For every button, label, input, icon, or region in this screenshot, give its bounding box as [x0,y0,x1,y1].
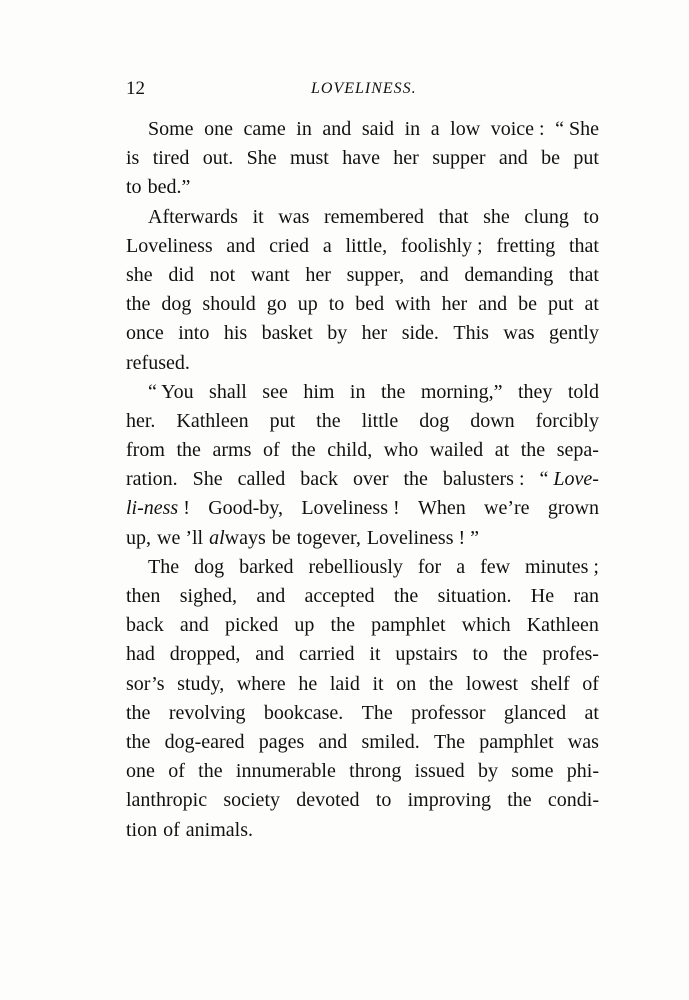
word: When [417,497,466,520]
word: her [393,147,419,170]
word: the [198,760,223,783]
word: the [393,585,419,607]
word: Kathleen [526,614,599,637]
running-head [126,78,598,106]
word: always [209,526,266,549]
text-line [126,290,599,319]
word: over [352,468,389,491]
word: Kathleen [176,409,249,432]
word: be [518,293,537,316]
text-line [126,728,599,757]
word: go [266,293,287,316]
word: sor’s [126,672,165,695]
text-line [126,436,599,465]
word: the [380,380,406,403]
word: see [262,380,288,403]
word: back [300,468,339,491]
text-line [126,494,599,523]
word: that [568,263,599,286]
word: once [126,322,164,345]
word: her [361,322,388,345]
word: accepted [304,585,375,607]
page-number: 12 [126,78,145,99]
word: Afterwards [148,205,238,228]
word: tion [126,818,158,841]
word: balusters : [442,468,525,491]
text-line [126,173,599,202]
word: must [289,147,329,170]
word: up [297,293,318,316]
word: pamphlet [479,730,554,753]
word: improving [407,789,491,812]
word: Some [148,118,194,140]
word: condi- [547,789,599,812]
text-line [126,786,599,815]
word: glanced [503,701,567,724]
word: where [236,672,286,695]
word: morning,” [420,380,503,403]
word: lowest [465,672,519,695]
word: the [291,439,316,462]
text-line [126,115,599,144]
word: ran [573,585,599,607]
word: foolishly ; [400,234,483,257]
word: the [507,789,532,812]
word: was [278,205,310,228]
text-line [126,349,599,378]
word: dropped, [169,643,241,666]
word: lanthropic [126,789,208,812]
word: smiled. [361,730,420,753]
word: little, [345,234,388,257]
word: side. [401,322,439,345]
word: ration. [126,468,178,491]
word: into [178,322,210,345]
word: bookcase. [263,701,344,724]
word: and [256,585,286,607]
word: at [584,293,599,316]
word: picked [224,614,279,637]
word: which [461,614,511,637]
word: togever, [296,526,361,549]
word: shelf [530,672,570,695]
word: refused. [126,351,190,374]
word: This [453,322,489,345]
word: by [477,760,498,783]
word: and [498,147,528,170]
text-line [126,407,599,436]
word: society [223,789,280,812]
word: and [226,234,256,257]
word: profes- [542,643,599,666]
word: few [480,555,511,578]
word: back [126,614,164,637]
word: pamphlet [371,614,446,637]
word: the [176,439,201,462]
word: by [327,322,348,345]
text-line [126,232,599,261]
word: came [243,118,286,140]
word: to [328,293,345,316]
word: animals. [185,818,254,841]
word: it [369,643,381,666]
word: and [322,118,352,140]
word: a [456,555,466,578]
text-line [126,203,599,232]
text-line [126,816,599,845]
word: him [303,380,335,403]
word: at [494,439,510,462]
word: voice : [490,118,545,140]
word: “ You [148,380,194,403]
text-line [126,553,599,582]
word: we’re [484,497,530,520]
word: The [148,555,180,578]
word: of [163,818,180,841]
text-line [126,699,599,728]
word: in [404,118,421,140]
word: up [294,614,315,637]
word: it [252,205,264,228]
word: dog-eared [164,730,245,753]
word: forcibly [535,409,599,432]
text-line [126,611,599,640]
word: one [126,760,155,783]
word: She [246,147,277,170]
word: she [126,263,153,286]
word: dog [161,293,192,316]
word: and [179,614,209,637]
word: grown [547,497,599,520]
word: out. [202,147,234,170]
word: bed.” [147,176,191,199]
text-line [126,261,599,290]
word: that [438,205,469,228]
word: shall [209,380,247,403]
word: be [541,147,560,170]
word: wailed [429,439,484,462]
word: one [204,118,233,140]
word: for [417,555,442,578]
word: fretting [496,234,556,257]
word: child, [327,439,373,462]
word: little [361,409,399,432]
word: is [126,147,140,170]
word: the [126,293,151,316]
word: a [430,118,440,140]
word: tired [152,147,190,170]
word: in [349,380,366,403]
word: the [316,409,341,432]
word: li-ness ! [126,497,190,520]
running-title: LOVELINESS. [311,80,417,97]
word: minutes ; [525,555,599,578]
word: The [361,701,393,724]
word: put [269,409,296,432]
word: a [322,234,332,257]
word: revolving [168,701,246,724]
word: the [520,439,546,462]
text-line [126,582,599,611]
word: we ’ll [157,526,204,549]
word: innumerable [235,760,336,783]
word: the [330,614,355,637]
word: arms [212,439,252,462]
word: told [567,380,599,403]
word: laid [329,672,360,695]
word: on [396,672,417,695]
word: who [383,439,419,462]
word: and [478,293,508,316]
word: the [126,701,151,724]
word: sighed, [179,585,237,607]
word: called [237,468,286,491]
word: supper [432,147,486,170]
word: and [318,730,348,753]
word: down [470,409,515,432]
word: her. [126,409,156,432]
word: she [483,205,510,228]
word: clung [524,205,569,228]
word: want [250,263,290,286]
word: in [296,118,312,140]
word: the [403,468,428,491]
word: to [472,643,489,666]
word: with [395,293,431,316]
word: of [582,672,599,695]
word: her [441,293,468,316]
word: was [503,322,535,345]
word: from [126,439,165,462]
word: and [419,263,449,286]
word: some [511,760,554,783]
word: his [223,322,248,345]
word: “ Love- [539,468,599,491]
word: the [428,672,454,695]
word: dog [419,409,450,432]
word: demanding [464,263,554,286]
word: gently [548,322,599,345]
word: to [583,205,599,228]
word: put [573,147,599,170]
word: upstairs [395,643,458,666]
word: the [502,643,528,666]
word: Loveliness ! ” [366,526,480,549]
word: throng [349,760,402,783]
word: of [262,439,280,462]
text-line [126,757,599,786]
word: of [168,760,185,783]
text-line [126,465,599,494]
word: have [342,147,380,170]
word: was [567,730,599,753]
word: Loveliness [126,234,213,257]
word: Good-by, [208,497,284,520]
word: be [271,526,291,549]
word: The [433,730,466,753]
word: pages [258,730,305,753]
text-line [126,670,599,699]
word: did [168,263,194,286]
word: professor [411,701,486,724]
word: cried [269,234,310,257]
word: basket [261,322,313,345]
word: up, [126,526,151,549]
word: “ She [555,118,599,140]
word: study, [177,672,225,695]
word: they [517,380,553,403]
word: and [255,643,285,666]
word: put [547,293,574,316]
word: at [584,701,599,724]
word: rebelliously [308,555,403,578]
word: devoted [296,789,360,812]
text-line [126,524,599,553]
text-line [126,319,599,348]
word: then [126,585,161,607]
word: barked [239,555,294,578]
word: Loveliness ! [301,497,400,520]
text-line [126,640,599,669]
word: dog [194,555,225,578]
word: he [298,672,318,695]
word: sepa- [556,439,599,462]
word: it [372,672,384,695]
word: phi- [566,760,599,783]
text-line [126,144,599,173]
word: remembered [323,205,424,228]
word: low [450,118,481,140]
text-line [126,378,599,407]
body-text [126,115,599,845]
word: her [305,263,331,286]
word: supper, [346,263,405,286]
word: issued [414,760,465,783]
word: bed [355,293,385,316]
word: He [530,585,555,607]
word: to [126,176,142,199]
word: to [375,789,392,812]
word: carried [299,643,355,666]
word: had [126,643,155,666]
word: should [202,293,256,316]
word: that [569,234,599,257]
word: not [209,263,236,286]
word: the [126,730,151,753]
word: said [361,118,395,140]
word: She [192,468,223,491]
word: situation. [437,585,512,607]
